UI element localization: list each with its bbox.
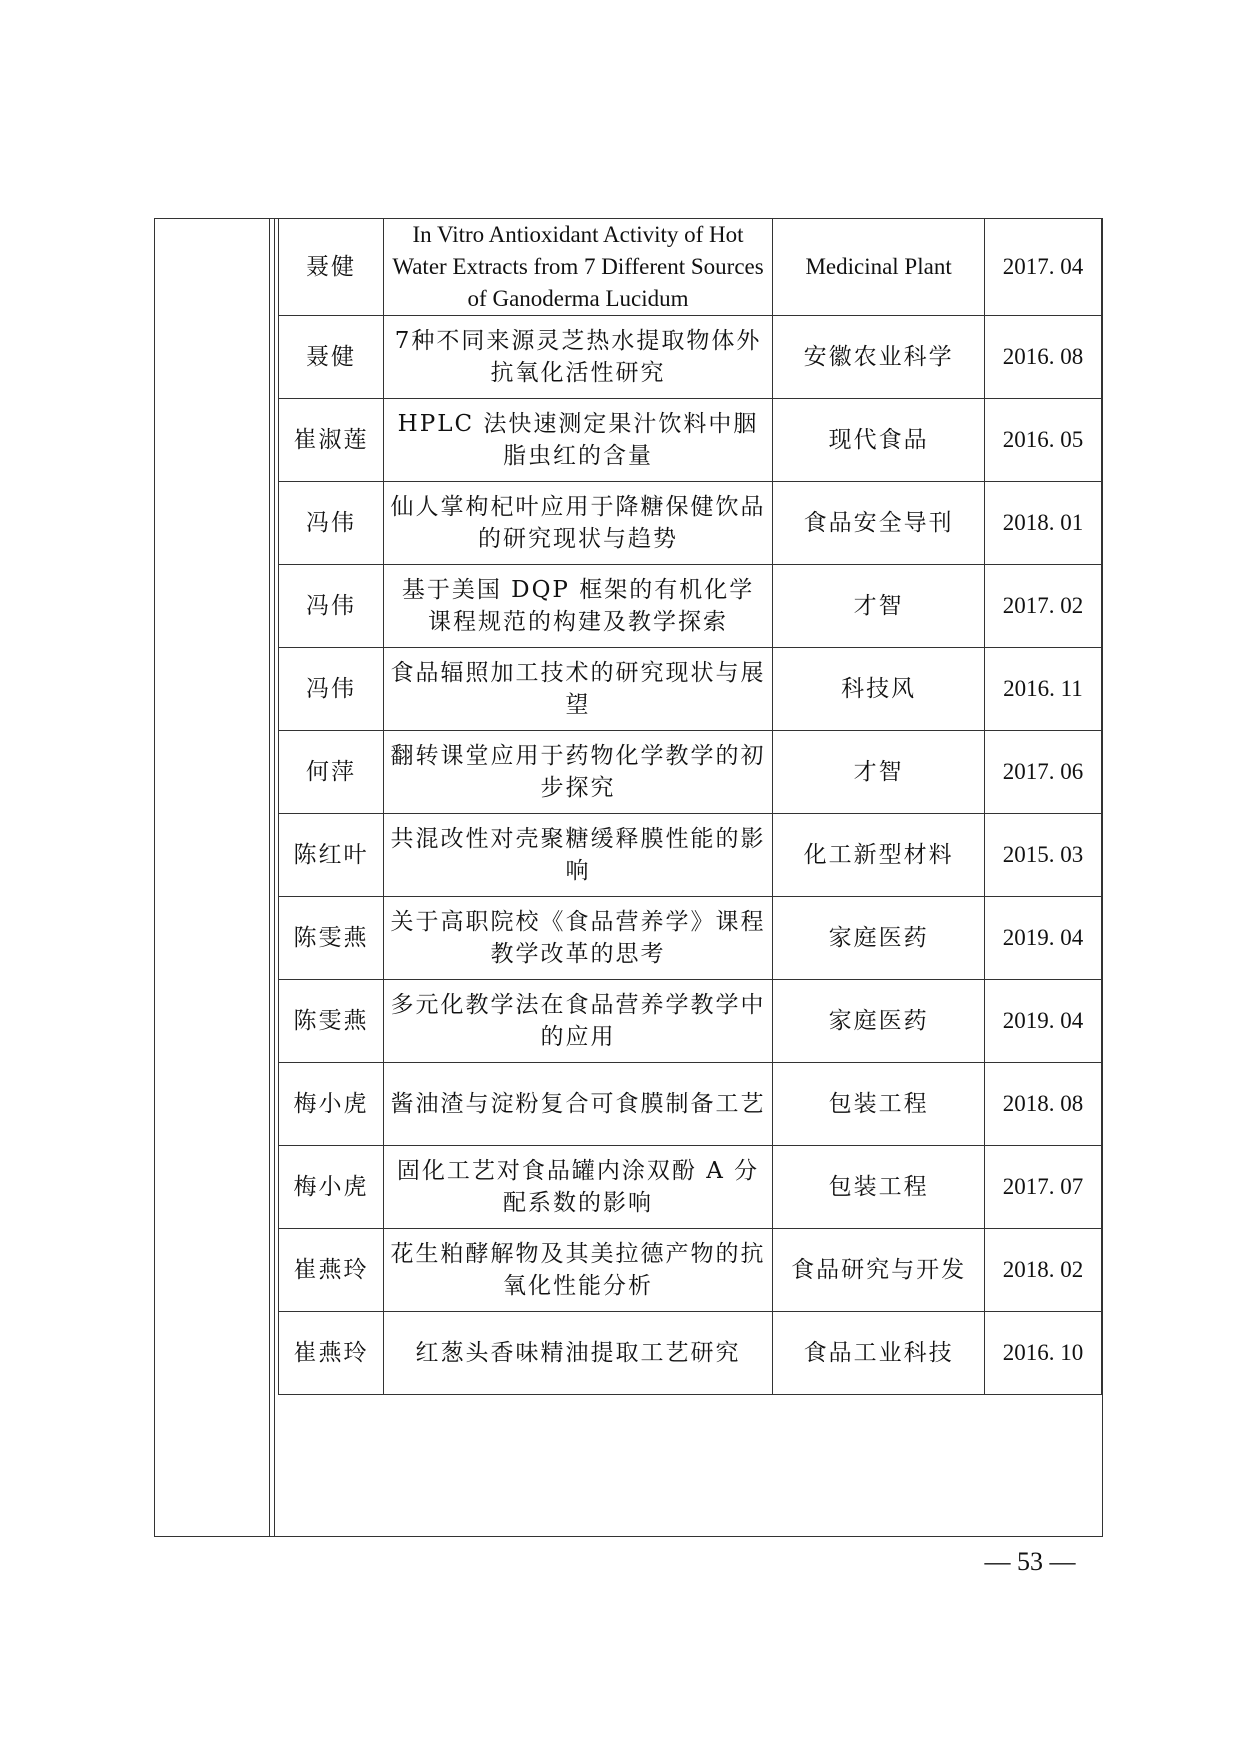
table-row [279, 482, 1102, 565]
journal-cell: 现代食品 [773, 399, 985, 482]
date-cell: 2018. 02 [984, 1229, 1101, 1312]
journal-cell: 安徽农业科学 [773, 316, 985, 399]
author-cell: 陈雯燕 [279, 897, 384, 980]
date-cell: 2017. 06 [984, 731, 1101, 814]
author-cell: 聂健 [279, 316, 384, 399]
journal-cell: 才智 [773, 565, 985, 648]
table-row [279, 648, 1102, 731]
journal-cell: Medicinal Plant [773, 219, 985, 316]
table-row [279, 219, 1102, 316]
date-cell: 2016. 10 [984, 1312, 1101, 1395]
title-cell: 关于高职院校《食品营养学》课程教学改革的思考 [383, 897, 772, 980]
table-row [279, 731, 1102, 814]
journal-cell: 化工新型材料 [773, 814, 985, 897]
table-row [279, 565, 1102, 648]
journal-cell: 食品工业科技 [773, 1312, 985, 1395]
publications-table [278, 218, 1102, 1395]
journal-cell: 科技风 [773, 648, 985, 731]
date-cell: 2015. 03 [984, 814, 1101, 897]
date-cell: 2016. 11 [984, 648, 1101, 731]
journal-cell: 包装工程 [773, 1146, 985, 1229]
table-row [279, 1063, 1102, 1146]
table-row [279, 897, 1102, 980]
author-cell: 梅小虎 [279, 1146, 384, 1229]
author-cell: 崔淑莲 [279, 399, 384, 482]
table-row [279, 1229, 1102, 1312]
date-cell: 2019. 04 [984, 980, 1101, 1063]
journal-cell: 家庭医药 [773, 897, 985, 980]
date-cell: 2017. 02 [984, 565, 1101, 648]
author-cell: 陈雯燕 [279, 980, 384, 1063]
page-number: — 53 — [984, 1547, 1076, 1576]
journal-cell: 食品安全导刊 [773, 482, 985, 565]
title-cell: 固化工艺对食品罐内涂双酚 A 分配系数的影响 [383, 1146, 772, 1229]
date-cell: 2016. 05 [984, 399, 1101, 482]
title-cell: 共混改性对壳聚糖缓释膜性能的影响 [383, 814, 772, 897]
table-row [279, 1146, 1102, 1229]
date-cell: 2019. 04 [984, 897, 1101, 980]
author-cell: 冯伟 [279, 565, 384, 648]
author-cell: 梅小虎 [279, 1063, 384, 1146]
date-cell: 2016. 08 [984, 316, 1101, 399]
table-row [279, 399, 1102, 482]
title-cell: HPLC 法快速测定果汁饮料中胭脂虫红的含量 [383, 399, 772, 482]
author-cell: 崔燕玲 [279, 1312, 384, 1395]
journal-cell: 食品研究与开发 [773, 1229, 985, 1312]
title-cell: 花生粕酵解物及其美拉德产物的抗氧化性能分析 [383, 1229, 772, 1312]
table-row [279, 814, 1102, 897]
journal-cell: 包装工程 [773, 1063, 985, 1146]
journal-cell: 家庭医药 [773, 980, 985, 1063]
date-cell: 2018. 08 [984, 1063, 1101, 1146]
author-cell: 冯伟 [279, 648, 384, 731]
date-cell: 2017. 07 [984, 1146, 1101, 1229]
author-cell: 陈红叶 [279, 814, 384, 897]
form-column-divider [269, 219, 270, 1536]
title-cell: 多元化教学法在食品营养学教学中的应用 [383, 980, 772, 1063]
title-cell: 7种不同来源灵芝热水提取物体外抗氧化活性研究 [383, 316, 772, 399]
form-column-divider-inner [274, 219, 275, 1536]
table-row [279, 980, 1102, 1063]
author-cell: 崔燕玲 [279, 1229, 384, 1312]
title-cell: 基于美国 DQP 框架的有机化学课程规范的构建及教学探索 [383, 565, 772, 648]
date-cell: 2017. 04 [984, 219, 1101, 316]
author-cell: 何萍 [279, 731, 384, 814]
author-cell: 冯伟 [279, 482, 384, 565]
title-cell: In Vitro Antioxidant Activity of Hot Water Extracts from 7 Different Sources of Ganoderma Lucidum [383, 219, 772, 316]
title-cell: 红葱头香味精油提取工艺研究 [383, 1312, 772, 1395]
journal-cell: 才智 [773, 731, 985, 814]
title-cell: 食品辐照加工技术的研究现状与展望 [383, 648, 772, 731]
title-cell: 仙人掌枸杞叶应用于降糖保健饮品的研究现状与趋势 [383, 482, 772, 565]
table-row [279, 316, 1102, 399]
date-cell: 2018. 01 [984, 482, 1101, 565]
title-cell: 翻转课堂应用于药物化学教学的初步探究 [383, 731, 772, 814]
title-cell: 酱油渣与淀粉复合可食膜制备工艺 [383, 1063, 772, 1146]
table-row [279, 1312, 1102, 1395]
author-cell: 聂健 [279, 219, 384, 316]
